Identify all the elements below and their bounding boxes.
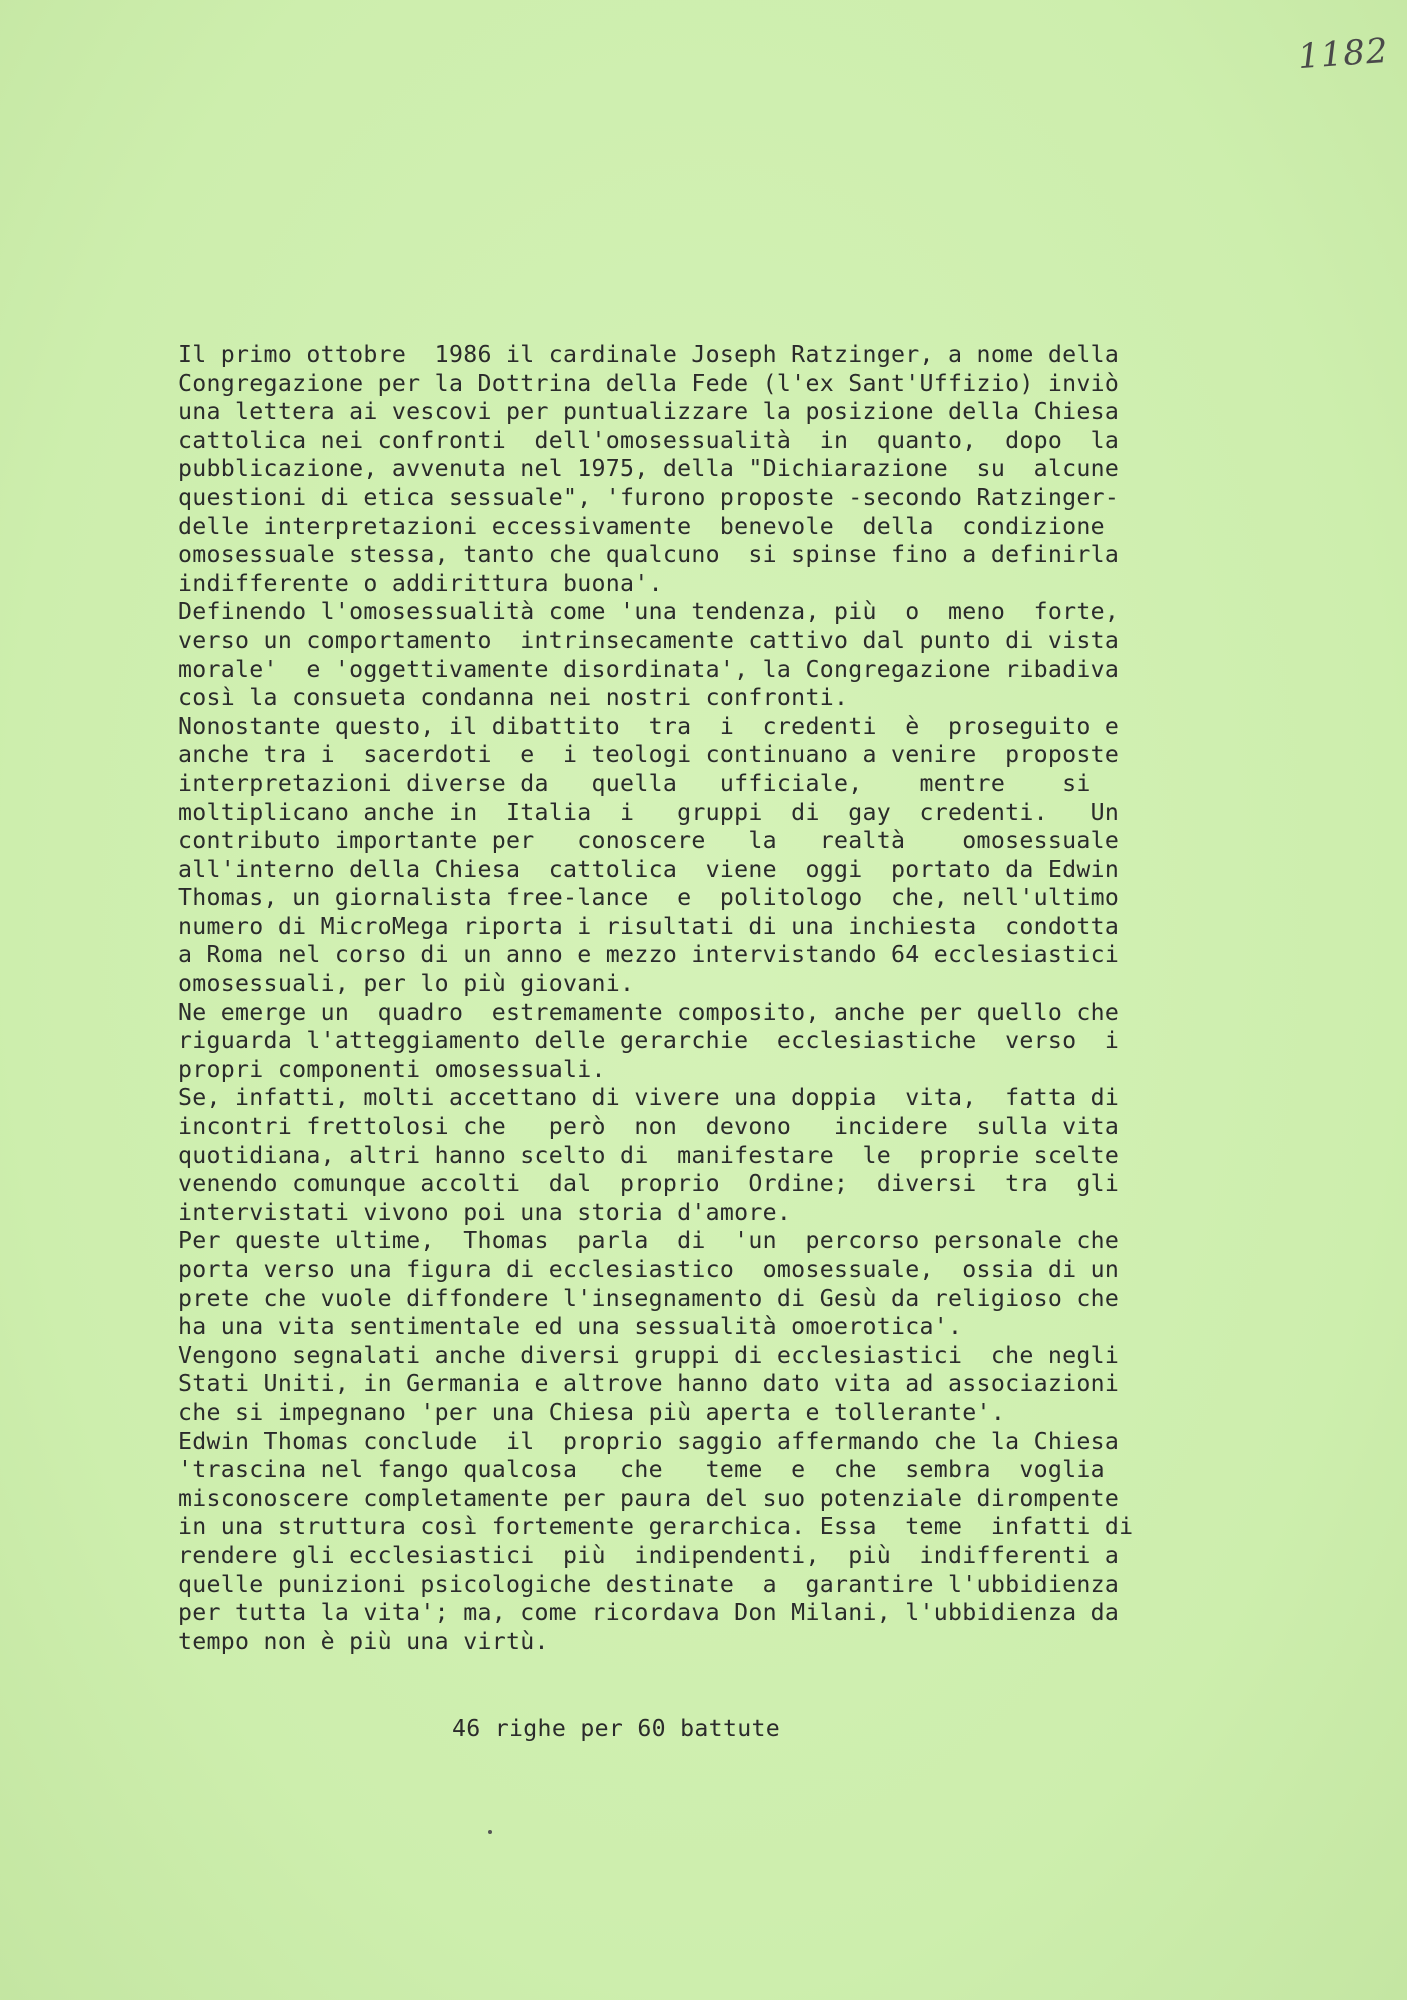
- text-line: venendo comunque accolti dal proprio Ordine; diversi tra gli: [178, 1170, 1120, 1198]
- text-line: omosessuali, per lo più giovani.: [178, 970, 635, 998]
- text-line: Nonostante questo, il dibattito tra i credenti è proseguito e: [178, 712, 1120, 740]
- text-line: riguarda l'atteggiamento delle gerarchie ecclesiastiche verso i: [178, 1027, 1120, 1055]
- text-line: misconoscere completamente per paura del suo potenziale dirompente: [178, 1484, 1120, 1512]
- text-line: moltiplicano anche in Italia i gruppi di gay credenti. Un: [178, 798, 1120, 826]
- text-line: 'trascina nel fango qualcosa che teme e che sembra voglia: [178, 1456, 1105, 1484]
- text-line: incontri frettolosi che però non devono incidere sulla vita: [178, 1113, 1120, 1141]
- text-line: porta verso una figura di ecclesiastico omosessuale, ossia di un: [178, 1256, 1120, 1283]
- text-line: Stati Uniti, in Germania e altrove hanno dato vita ad associazioni: [178, 1370, 1120, 1398]
- text-line: ha una vita sentimentale ed una sessualità omoerotica'.: [178, 1313, 963, 1341]
- text-line: interpretazioni diverse da quella ufficiale, mentre si: [178, 769, 1091, 797]
- text-line: numero di MicroMega riporta i risultati di una inchiesta condotta: [178, 912, 1120, 940]
- text-line: Per queste ultime, Thomas parla di 'un percorso personale che: [178, 1227, 1120, 1255]
- text-line: propri componenti omosessuali.: [178, 1055, 606, 1083]
- text-line: così la consueta condanna nei nostri confronti.: [178, 684, 849, 712]
- text-line: anche tra i sacerdoti e i teologi continuano a venire proposte: [178, 741, 1120, 769]
- text-line: contributo importante per conoscere la realtà omosessuale: [178, 827, 1120, 855]
- paper-speck: [488, 1830, 492, 1834]
- text-line: delle interpretazioni eccessivamente benevole della condizione: [178, 512, 1105, 540]
- text-line: quelle punizioni psicologiche destinate a garantire l'ubbidienza: [178, 1570, 1120, 1598]
- text-line: in una struttura così fortemente gerarchica. Essa teme infatti di: [178, 1513, 1134, 1541]
- text-line: tempo non è più una virtù.: [178, 1627, 549, 1655]
- text-line: morale' e 'oggettivamente disordinata', la Congregazione ribadiva: [178, 655, 1120, 683]
- text-line: Congregazione per la Dottrina della Fede (l'ex Sant'Uffizio) inviò: [178, 369, 1120, 397]
- text-line: Il primo ottobre 1986 il cardinale Joseph Ratzinger, a nome della: [178, 341, 1120, 368]
- text-line: per tutta la vita'; ma, come ricordava Don Milani, l'ubbidienza da: [178, 1599, 1120, 1627]
- text-line: Edwin Thomas conclude il proprio saggio affermando che la Chiesa: [178, 1427, 1120, 1455]
- text-line: questioni di etica sessuale", 'furono proposte -secondo Ratzinger-: [178, 483, 1120, 511]
- text-line: Vengono segnalati anche diversi gruppi di ecclesiastici che negli: [178, 1341, 1120, 1369]
- text-line: a Roma nel corso di un anno e mezzo intervistando 64 ecclesiastici: [178, 941, 1120, 969]
- text-line: rendere gli ecclesiastici più indipendenti, più indifferenti a: [178, 1541, 1120, 1569]
- text-line: verso un comportamento intrinsecamente cattivo dal punto di vista: [178, 626, 1120, 654]
- text-line: omosessuale stessa, tanto che qualcuno si spinse fino a definirla: [178, 541, 1120, 569]
- text-line: quotidiana, altri hanno scelto di manifestare le proprie scelte: [178, 1141, 1120, 1169]
- text-line: indifferente o addirittura buona'.: [178, 569, 663, 597]
- text-line: intervistati vivono poi una storia d'amore.: [178, 1198, 792, 1226]
- text-line: prete che vuole diffondere l'insegnamento di Gesù da religioso che: [178, 1284, 1120, 1312]
- text-line: Se, infatti, molti accettano di vivere una doppia vita, fatta di: [178, 1084, 1120, 1112]
- text-line: Thomas, un giornalista free-lance e politologo che, nell'ultimo: [178, 884, 1120, 912]
- text-line: Definendo l'omosessualità come 'una tendenza, più o meno forte,: [178, 598, 1120, 626]
- handwritten-page-number: 1182: [1297, 30, 1391, 78]
- footer-note: 46 righe per 60 battute: [452, 1715, 780, 1742]
- text-line: Ne emerge un quadro estremamente composito, anche per quello che: [178, 998, 1120, 1026]
- text-line: cattolica nei confronti dell'omosessualità in quanto, dopo la: [178, 426, 1120, 454]
- article-body: [178, 341, 1308, 1656]
- text-line: pubblicazione, avvenuta nel 1975, della "Dichiarazione su alcune: [178, 455, 1120, 483]
- text-line: che si impegnano 'per una Chiesa più aperta e tollerante'.: [178, 1398, 1006, 1426]
- text-line: all'interno della Chiesa cattolica viene oggi portato da Edwin: [178, 855, 1120, 883]
- text-line: una lettera ai vescovi per puntualizzare la posizione della Chiesa: [178, 398, 1120, 426]
